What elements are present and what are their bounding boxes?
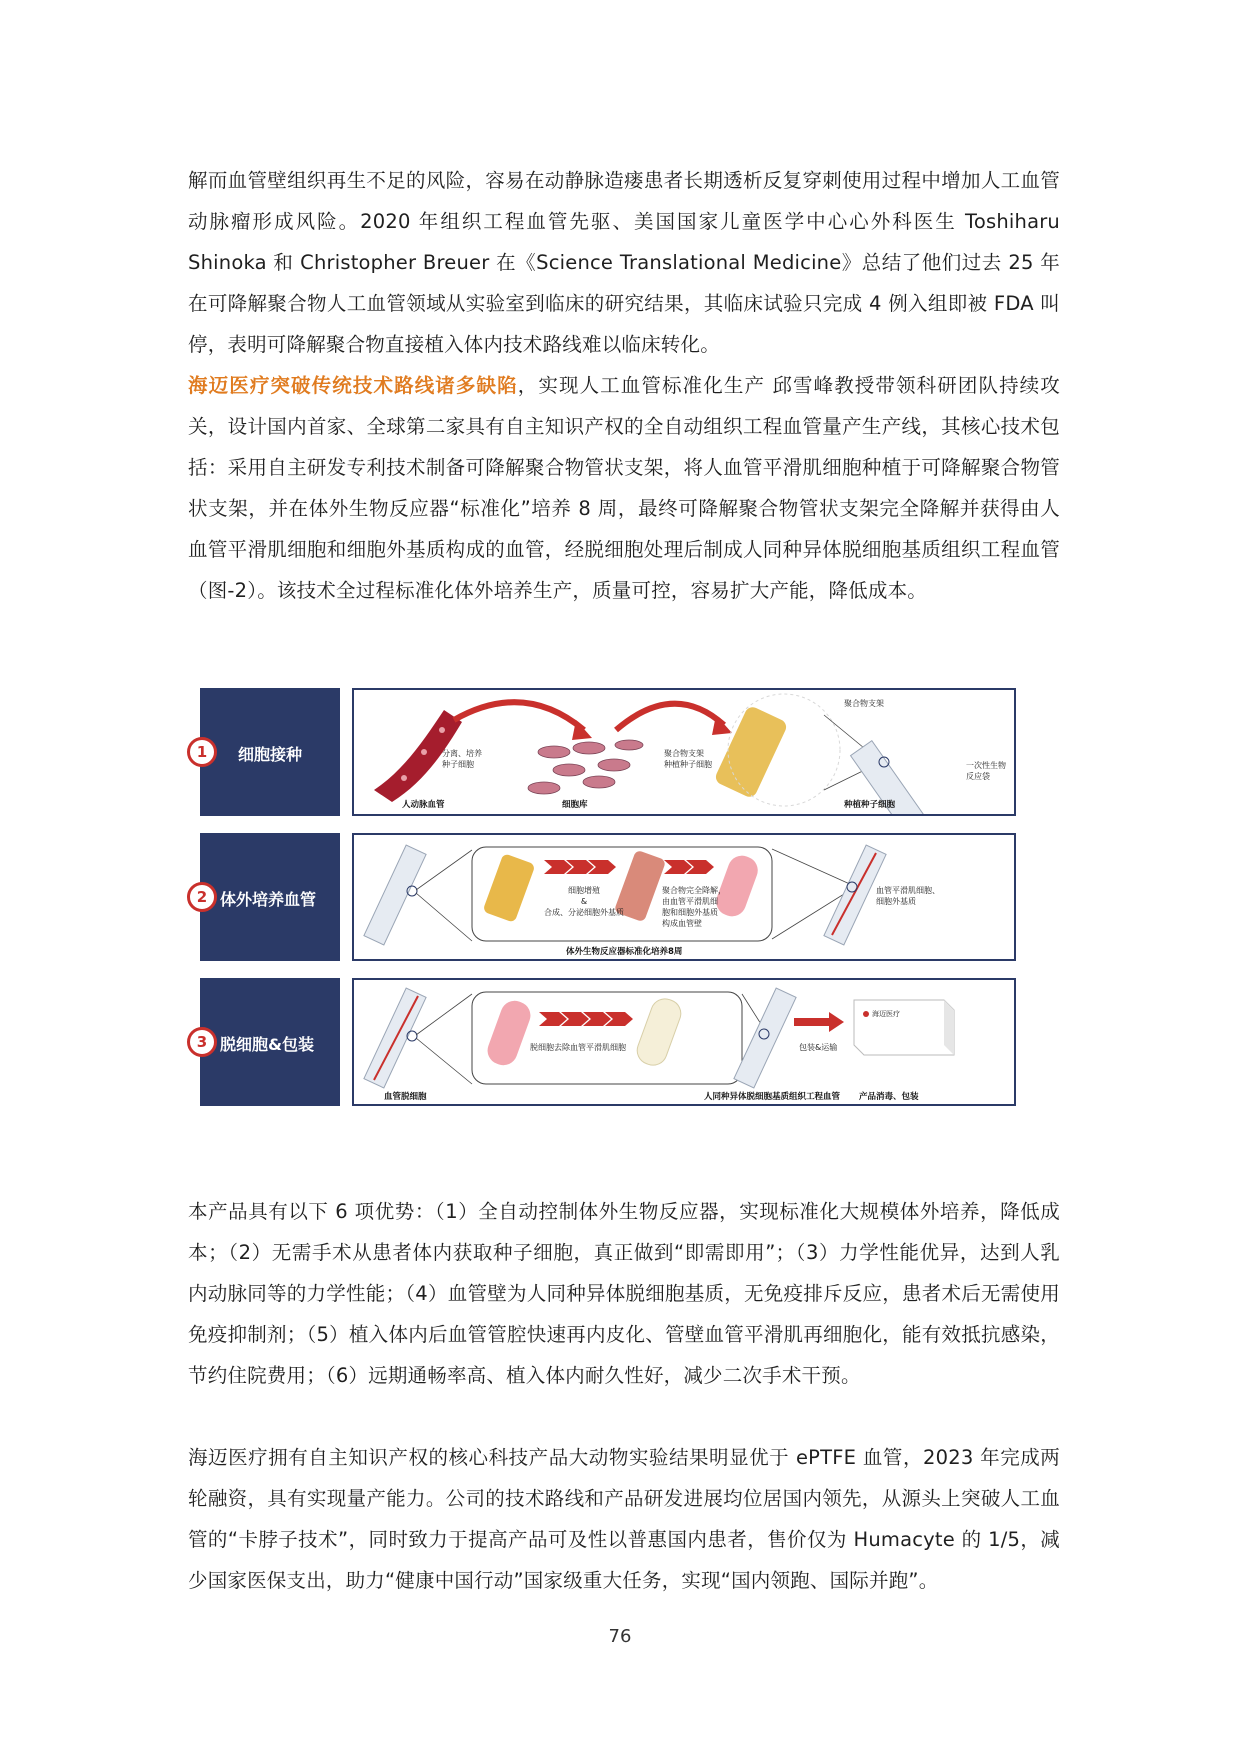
step-box-1 xyxy=(196,688,340,816)
paragraph-1: 解而血管壁组织再生不足的风险，容易在动静脉造瘘患者长期透析反复穿刺使用过程中增加人工血管动脉瘤形成风险。2020 年组织工程血管先驱、美国国家儿童医学中心心外科医生 Toshiharu Shinoka 和 Christopher Breuer 在《Science Translational Medicine》总结了他们过去 25 年在可降解聚合物人工血管领域从实验室到临床的研究结果，其临床试验只完成 4 例入组即被 FDA 叫停，表明可降解聚合物直接植入体内技术路线难以临床转化。 xyxy=(188,169,1060,356)
page-number: 76 xyxy=(608,1626,632,1647)
step-number-3: 3 xyxy=(187,1027,217,1057)
caption-seeded: 种植种子细胞 xyxy=(844,800,896,810)
paragraph-2 xyxy=(188,365,1060,611)
label-scaffold: 聚合物支架 xyxy=(844,699,884,708)
bioreactor-mid xyxy=(734,988,796,1088)
arrow-isolate xyxy=(454,702,584,730)
label-degradation: 聚合物完全降解， 由血管平滑肌细 胞和细胞外基质 构成血管壁 xyxy=(662,886,726,928)
step-label-1: 细胞接种 xyxy=(238,745,303,764)
label-decellularization: 脱细胞去除血管平滑肌细胞 xyxy=(530,1043,626,1052)
blood-cell xyxy=(439,727,445,733)
caption-cell-bank: 细胞库 xyxy=(562,800,588,810)
label-smc-ecm: 血管平滑肌细胞、 细胞外基质 xyxy=(876,886,940,906)
product-brand: 海迈医疗 xyxy=(872,1010,900,1018)
label-packaging: 包装&运输 xyxy=(799,1043,838,1052)
panel-decell-packaging xyxy=(352,978,1016,1106)
blood-cell xyxy=(421,749,427,755)
process-figure xyxy=(196,688,1020,1134)
product-box xyxy=(854,1000,954,1055)
panel-in-vitro-culture xyxy=(352,833,1016,961)
arrow-seed xyxy=(616,704,724,730)
caption-sterilize-pack: 产品消毒、包装 xyxy=(859,1092,919,1102)
cell-cluster xyxy=(528,740,643,794)
paragraph-3: 本产品具有以下 6 项优势：（1）全自动控制体外生物反应器，实现标准化大规模体外培养，降低成本；（2）无需手术从患者体内获取种子细胞，真正做到“即需即用”；（3）力学性能优异，达到人乳内动脉同等的力学性能；（4）血管壁为人同种异体脱细胞基质，无免疫排斥反应，患者术后无需使用免疫抑制剂；（5）植入体内后血管管腔快速再内皮化、管壁血管平滑肌再细胞化，能有效抵抗感染，节约住院费用；（6）远期通畅率高、植入体内耐久性好，减少二次手术干预。 xyxy=(188,1200,1060,1387)
panel-cell-seeding xyxy=(352,688,1016,816)
step-label-3: 脱细胞&包装 xyxy=(220,1035,314,1054)
caption-culture-8-weeks: 体外生物反应器标准化培养8周 xyxy=(566,947,683,957)
step-number-1: 1 xyxy=(187,737,217,767)
blood-cell xyxy=(401,775,407,781)
panel3-illustration xyxy=(354,980,1014,1104)
paragraph-2-body: ，实现人工血管标准化生产 邱雪峰教授带领科研团队持续攻关，设计国内首家、全球第二家具有自主知识产权的全自动组织工程血管量产生产线，其核心技术包括：采用自主研发专利技术制备可降解聚合物管状支架，将人血管平滑肌细胞种植于可降解聚合物管状支架，并在体外生物反应器“标准化”培养 8 周，最终可降解聚合物管状支架完全降解并获得由人血管平滑肌细胞和细胞外基质构成的血管，经脱细胞处理后制成人同种异体脱细胞基质组织工程血管（图-2）。该技术全过程标准化体外培养生产，质量可控，容易扩大产能，降低成本。 xyxy=(188,374,1060,602)
step-label-2: 体外培养血管 xyxy=(220,890,317,909)
scaffold-shape xyxy=(713,705,788,800)
step-box-3 xyxy=(196,978,340,1106)
caption-decell: 血管脱细胞 xyxy=(384,1092,427,1102)
arrow-packaging xyxy=(794,1012,844,1032)
label-bioreactor-bag: 一次性生物 反应袋 xyxy=(966,761,1006,781)
step-box-2 xyxy=(196,833,340,961)
caption-seed: 聚合物支架 种植种子细胞 xyxy=(664,749,712,769)
paragraph-4: 海迈医疗拥有自主知识产权的核心科技产品大动物实验结果明显优于 ePTFE 血管，2023 年完成两轮融资，具有实现量产能力。公司的技术路线和产品研发进展均位居国内领先，从源头上突破人工血管的“卡脖子技术”，同时致力于提高产品可及性以普惠国内患者，售价仅为 Humacyte 的 1/5，减少国家医保支出，助力“健康中国行动”国家级重大任务，实现“国内领跑、国际并跑”。 xyxy=(188,1446,1060,1592)
bioreactor-left xyxy=(364,845,426,945)
caption-product-vessel: 人同种异体脱细胞基质组织工程血管 xyxy=(704,1092,841,1102)
caption-artery: 人动脉血管 xyxy=(402,800,445,810)
caption-isolate: 分离、培养 种子细胞 xyxy=(442,749,482,769)
highlight-heading: 海迈医疗突破传统技术路线诸多缺陷 xyxy=(188,374,518,397)
label-proliferation: 细胞增殖 & 合成、分泌细胞外基质 xyxy=(544,886,624,917)
step-number-2: 2 xyxy=(187,882,217,912)
